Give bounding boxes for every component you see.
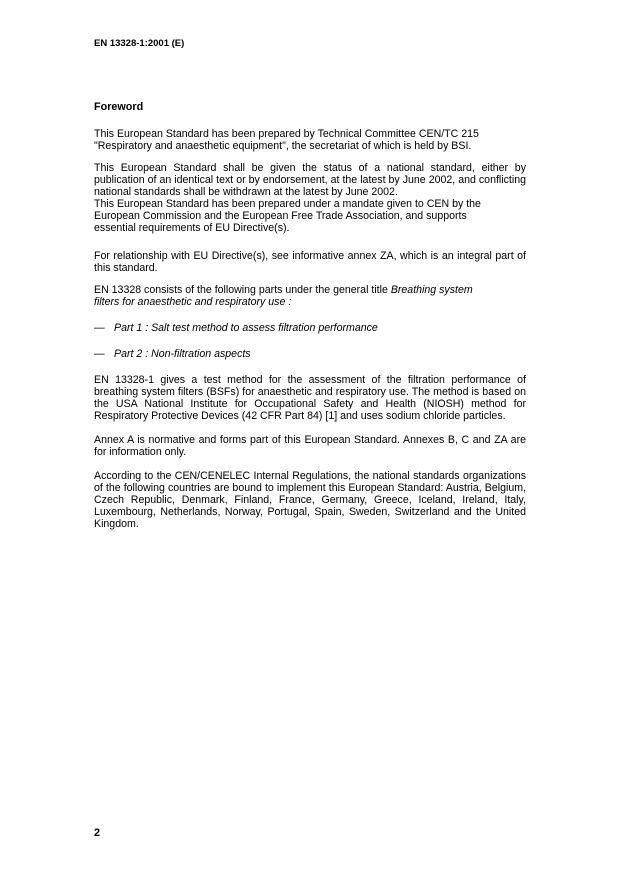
paragraph-national-status: This European Standard shall be given the status of a national standard, either by publication of an identical text or by endorsement, at the latest by June 2002, and conflicting national standards shall be withdrawn at the latest by June 2002. xyxy=(94,162,526,198)
section-heading: Foreword xyxy=(94,101,144,113)
paragraph-technical-committee xyxy=(94,128,526,152)
paragraph-text: EN 13328 consists of the following parts under the general title xyxy=(94,284,391,296)
paragraph-cen-regulations: According to the CEN/CENELEC Internal Regulations, the national standards organizations of the following countries are bound to implement this European Standard: Austria, Belgium, Czech Republic, Denmark, Finland, France, Germany, Greece, Iceland, Ireland, Italy, Luxembourg, Netherlands, Norway, Portugal, Spain, Sweden, Switzerland and the United Kingdom. xyxy=(94,470,526,530)
paragraph-line: European Commission and the European Free Trade Association, and supports xyxy=(94,210,467,222)
paragraph-line: This European Standard has been prepared under a mandate given to CEN by the xyxy=(94,198,481,210)
dash-bullet: — xyxy=(94,348,105,360)
paragraph-annexes: Annex A is normative and forms part of this European Standard. Annexes B, C and ZA are for information only. xyxy=(94,434,526,458)
list-item-text: Part 2 : Non-filtration aspects xyxy=(114,348,251,360)
document-header: EN 13328-1:2001 (E) xyxy=(94,38,185,49)
dash-bullet: — xyxy=(94,322,105,334)
paragraph-parts-intro xyxy=(94,284,526,308)
foreword-section xyxy=(94,101,526,540)
paragraph-line: essential requirements of EU Directive(s). xyxy=(94,222,290,234)
list-item-text: Part 1 : Salt test method to assess filtration performance xyxy=(114,322,378,334)
general-title-italic: filters for anaesthetic and respiratory use : xyxy=(94,296,292,308)
page-number: 2 xyxy=(94,827,101,839)
general-title-italic: Breathing system xyxy=(390,284,473,296)
paragraph-line: This European Standard has been prepared by Technical Committee CEN/TC 215 xyxy=(94,128,479,140)
list-item xyxy=(94,348,526,360)
paragraph-test-method: EN 13328-1 gives a test method for the assessment of the filtration performance of breathing system filters (BSFs) for anaesthetic and respiratory use. The method is based on the USA National Institute for Occupational Safety and Health (NIOSH) method for Respiratory Protective Devices (42 CFR Part 84) [1] and uses sodium chloride particles. xyxy=(94,374,526,422)
paragraph-line: "Respiratory and anaesthetic equipment", the secretariat of which is held by BSI. xyxy=(94,140,472,152)
paragraph-eu-directive: For relationship with EU Directive(s), see informative annex ZA, which is an integral part of this standard. xyxy=(94,250,526,274)
paragraph-mandate xyxy=(94,198,526,234)
list-item xyxy=(94,322,526,334)
